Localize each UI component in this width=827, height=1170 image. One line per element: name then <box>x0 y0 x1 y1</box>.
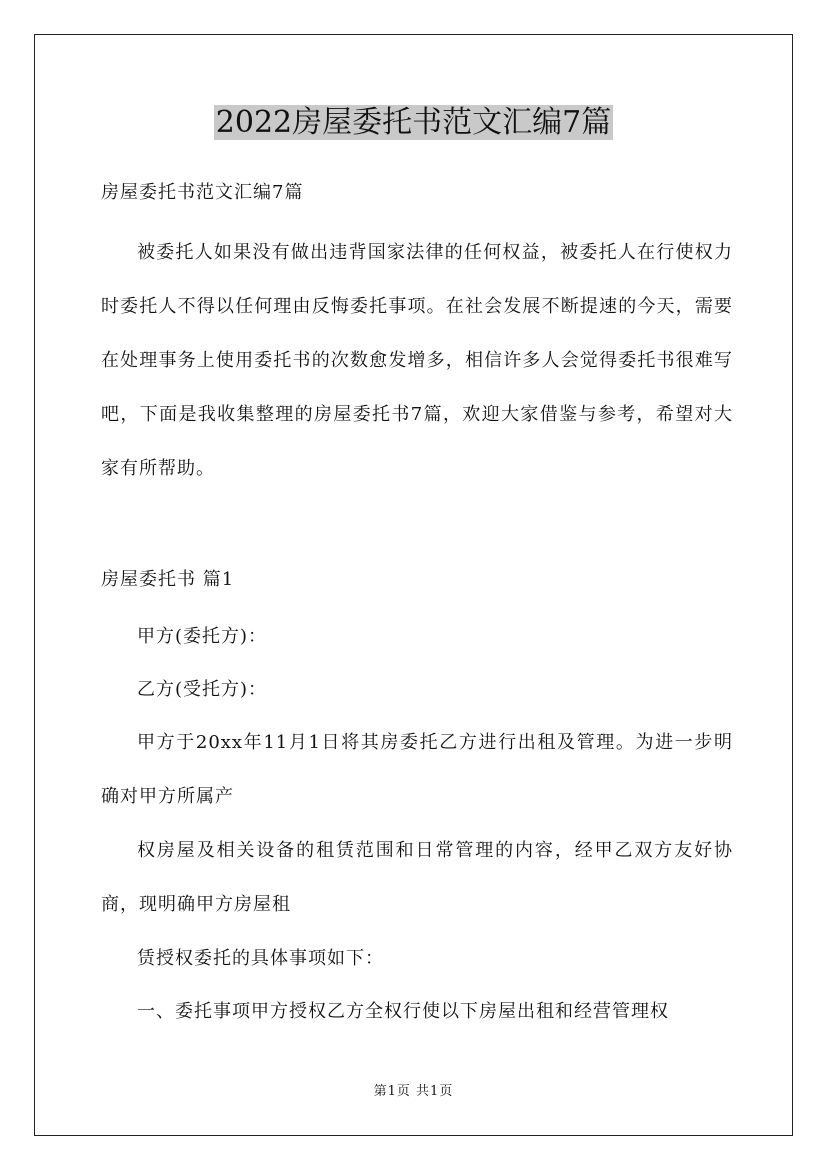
intro-paragraph: 被委托人如果没有做出违背国家法律的任何权益，被委托人在行使权力时委托人不得以任何理由反悔委托事项。在社会发展不断提速的今天，需要在处理事务上使用委托书的次数愈发增多，相信许多人会觉得委托书很难写吧，下面是我收集整理的房屋委托书7篇，欢迎大家借鉴与参考，希望对大家有所帮助。 <box>101 242 733 479</box>
document-title-text: 2022房屋委托书范文汇编7篇 <box>215 105 612 140</box>
body-paragraph-2: 权房屋及相关设备的租赁范围和日常管理的内容，经甲乙双方友好协商，现明确甲方房屋租 <box>101 840 733 915</box>
page-footer <box>0 1082 827 1102</box>
page-number: 第1页 共1页 <box>373 1084 454 1099</box>
party-a-line: 甲方(委托方)： <box>137 626 268 647</box>
party-b-line: 乙方(受托方)： <box>137 679 268 700</box>
section-heading: 房屋委托书 篇1 <box>101 569 235 590</box>
document-title <box>0 103 827 143</box>
document-subtitle: 房屋委托书范文汇编7篇 <box>101 182 304 203</box>
body-paragraph-1: 甲方于20xx年11月1日将其房委托乙方进行出租及管理。为进一步明确对甲方所属产 <box>101 732 733 807</box>
body-paragraph-3: 赁授权委托的具体事项如下： <box>137 948 384 969</box>
body-paragraph-4: 一、委托事项甲方授权乙方全权行使以下房屋出租和经营管理权 <box>137 1001 669 1022</box>
document-body <box>101 174 733 1038</box>
